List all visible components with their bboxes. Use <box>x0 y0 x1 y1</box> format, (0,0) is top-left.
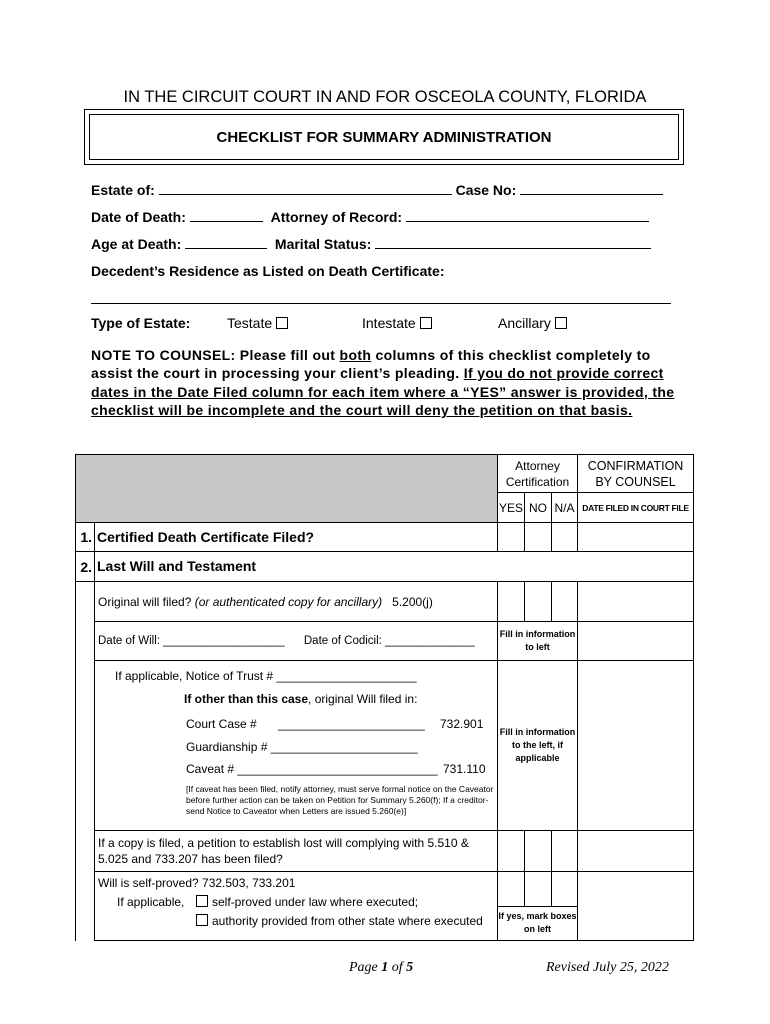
ancillary-label: Ancillary <box>498 315 551 331</box>
original-will-question: Original will filed? (or authenticated copy for ancillary) 5.200(j) <box>95 582 498 622</box>
residence-label: Decedent’s Residence as Listed on Death Certificate: <box>91 263 445 279</box>
court-case-field[interactable]: ______________________ <box>278 717 425 731</box>
item-2-number: 2. <box>76 552 95 582</box>
option-ancillary[interactable] <box>498 315 567 331</box>
caveat-rule: 731.110 <box>443 762 486 776</box>
trust-caveat-block <box>95 661 498 831</box>
option-testate[interactable] <box>227 315 288 331</box>
case-no-field[interactable] <box>520 194 663 195</box>
checklist-table <box>75 454 694 941</box>
fill-left-note: Fill in information to left <box>498 622 578 661</box>
item-1-date[interactable] <box>578 523 694 552</box>
age-at-death-field[interactable] <box>185 248 267 249</box>
original-will-na[interactable] <box>552 582 578 622</box>
court-case-rule: 732.901 <box>440 717 484 731</box>
age-at-death-label: Age at Death: <box>91 236 182 252</box>
self-proved-block <box>95 872 498 941</box>
testate-checkbox[interactable] <box>276 317 288 329</box>
original-will-date[interactable] <box>578 582 694 622</box>
self-proved-na[interactable] <box>552 872 578 907</box>
copy-filed-yes[interactable] <box>498 831 525 872</box>
self-proved-yes[interactable] <box>498 872 525 907</box>
item-1-na[interactable] <box>552 523 578 552</box>
copy-filed-na[interactable] <box>552 831 578 872</box>
if-other-than-case: If other than this case, original Will filed in: <box>184 692 418 706</box>
item-1-no[interactable] <box>525 523 552 552</box>
residence-field[interactable] <box>91 303 671 304</box>
death-date-row <box>91 209 649 225</box>
copy-filed-row <box>76 831 694 872</box>
original-will-row <box>76 582 694 622</box>
note-to-counsel: NOTE TO COUNSEL: Please fill out both columns of this checklist completely to assist the court in processing your client’s pleading. If you do not provide correct dates in the Date Filed column for each item where a “YES” answer is provided, the checklist will be incomplete and the court will deny the petition on that basis. <box>91 347 675 418</box>
copy-filed-date[interactable] <box>578 831 694 872</box>
item-2-label: Last Will and Testament <box>95 552 694 582</box>
item-2-row <box>76 552 694 582</box>
marital-status-label: Marital Status: <box>274 236 372 252</box>
no-header: NO <box>525 493 552 523</box>
marital-status-field[interactable] <box>375 248 651 249</box>
estate-of-field[interactable] <box>159 194 452 195</box>
date-of-death-label: Date of Death: <box>91 209 186 225</box>
caveat-field[interactable]: Caveat # ______________________________ <box>186 762 438 776</box>
intestate-label: Intestate <box>362 315 416 331</box>
item-1-label: Certified Death Certificate Filed? <box>95 523 498 552</box>
attorney-label: Attorney of Record: <box>270 209 403 225</box>
self-proved-no[interactable] <box>525 872 552 907</box>
page-number: Page 1 of 5 <box>349 960 414 975</box>
intestate-checkbox[interactable] <box>420 317 432 329</box>
title-box <box>84 109 684 165</box>
self-proved-row <box>76 872 694 907</box>
age-row <box>91 236 651 252</box>
self-proved-law-checkbox[interactable] <box>196 895 208 907</box>
if-applicable-label: If applicable, <box>117 895 185 909</box>
revised-date: Revised July 25, 2022 <box>546 960 669 975</box>
item-1-number: 1. <box>76 523 95 552</box>
will-dates-fields[interactable]: Date of Will: ___________________ Date of Codicil: ______________ <box>95 622 498 661</box>
date-filed-header: DATE FILED IN COURT FILE <box>578 493 694 523</box>
notice-of-trust[interactable]: If applicable, Notice of Trust # _____________________ <box>115 669 417 683</box>
ancillary-checkbox[interactable] <box>555 317 567 329</box>
fill-left-applicable-note: Fill in information to the left, if applicable <box>498 661 578 831</box>
caveat-note: [If caveat has been filed, notify attorney, must serve formal notice on the Caveator before further action can be taken on Petition for Summary 5.260(f); If a creditor-send Notice to Caveator when Letters are issued 5.260(e)] <box>186 784 494 816</box>
if-yes-mark-note: If yes, mark boxes on left <box>498 906 578 941</box>
guardianship-field[interactable]: Guardianship # ______________________ <box>186 740 418 754</box>
testate-label: Testate <box>227 315 273 331</box>
form-title: CHECKLIST FOR SUMMARY ADMINISTRATION <box>89 114 679 160</box>
court-heading: IN THE CIRCUIT COURT IN AND FOR OSCEOLA COUNTY, FLORIDA <box>123 88 647 106</box>
authority-other-option[interactable]: authority provided from other state where executed <box>196 914 483 928</box>
item-2-spacer <box>76 582 95 941</box>
trust-caveat-date[interactable] <box>578 661 694 831</box>
self-proved-law-option[interactable]: self-proved under law where executed; <box>196 895 418 909</box>
copy-filed-question: If a copy is filed, a petition to establish lost will complying with 5.510 & 5.025 and 733.207 has been filed? <box>95 831 498 872</box>
trust-caveat-row <box>76 661 694 831</box>
authority-other-checkbox[interactable] <box>196 914 208 926</box>
option-intestate[interactable] <box>362 315 432 331</box>
case-no-label: Case No: <box>455 182 517 198</box>
estate-of-row <box>91 182 663 198</box>
confirmation-header: CONFIRMATION BY COUNSEL <box>578 455 694 493</box>
date-of-death-field[interactable] <box>190 221 263 222</box>
will-dates-date[interactable] <box>578 622 694 661</box>
item-1-row <box>76 523 694 552</box>
yes-header: YES <box>498 493 525 523</box>
estate-type-label: Type of Estate: <box>91 315 191 331</box>
self-proved-date[interactable] <box>578 872 694 941</box>
na-header: N/A <box>552 493 578 523</box>
original-will-no[interactable] <box>525 582 552 622</box>
will-dates-row <box>76 622 694 661</box>
court-case-label: Court Case # <box>186 717 257 731</box>
attorney-cert-header: Attorney Certification <box>498 455 578 493</box>
item-1-yes[interactable] <box>498 523 525 552</box>
self-proved-question: Will is self-proved? 732.503, 733.201 <box>98 876 296 890</box>
estate-of-label: Estate of: <box>91 182 155 198</box>
attorney-field[interactable] <box>406 221 649 222</box>
table-header-blank <box>76 455 498 523</box>
copy-filed-no[interactable] <box>525 831 552 872</box>
original-will-yes[interactable] <box>498 582 525 622</box>
